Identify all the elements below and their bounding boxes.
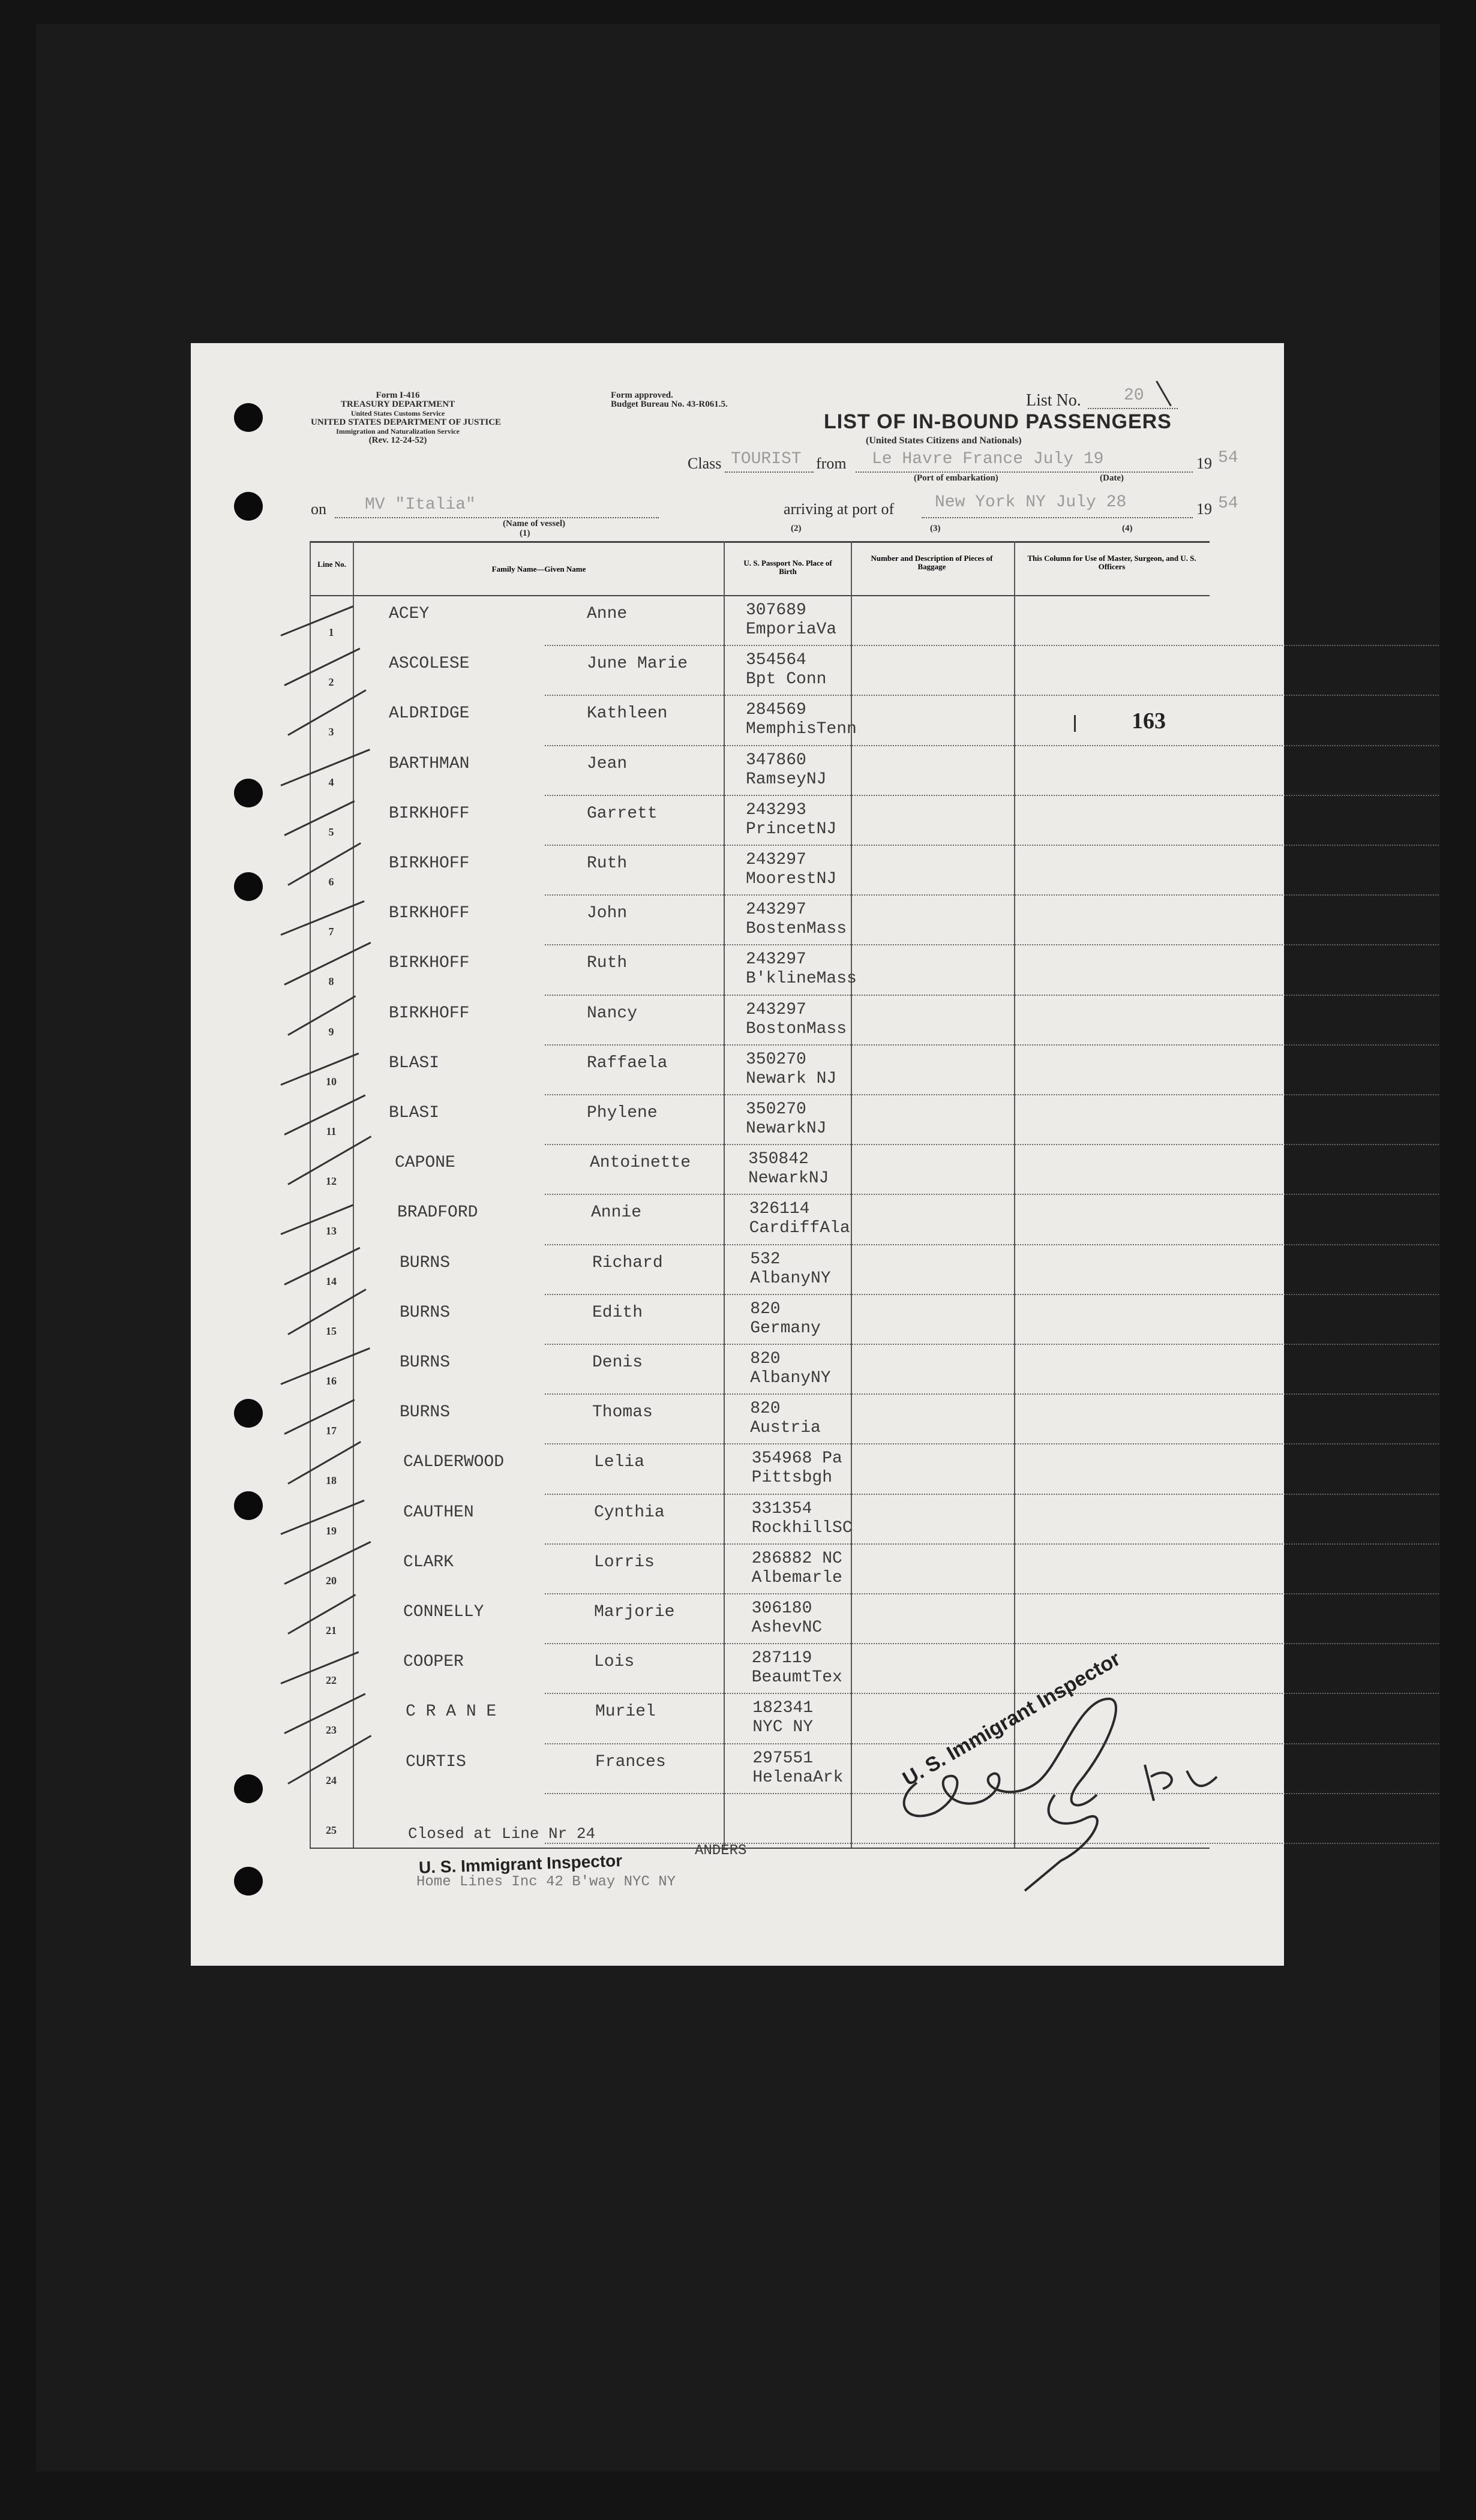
table-header-border: [310, 595, 1210, 596]
passport-number: 243293: [746, 800, 806, 819]
given-name: Ruth: [587, 954, 628, 973]
place-of-birth: NewarkNJ: [748, 1169, 829, 1188]
passport-number: 243297: [746, 851, 806, 869]
given-name: Jean: [587, 754, 628, 773]
list-title: LIST OF IN-BOUND PASSENGERS: [824, 410, 1172, 433]
family-name: ACEY: [389, 605, 430, 623]
embarkation-value: Le Havre France July 19: [872, 450, 1104, 468]
col-header-line: Line No.: [317, 560, 346, 569]
family-name: CLARK: [403, 1552, 454, 1572]
officer-tick-mark: [1074, 715, 1076, 732]
place-of-birth: AlbanyNY: [750, 1269, 831, 1288]
caption-4: (4): [1122, 524, 1133, 533]
arrival-line: [922, 517, 1193, 518]
caption-2: (2): [791, 524, 802, 533]
binder-hole: [234, 1774, 263, 1803]
row-separator: [545, 845, 1439, 846]
row-separator: [545, 1294, 1439, 1295]
given-name: Raffaela: [587, 1053, 668, 1073]
officer-annotation-163: 163: [1132, 708, 1166, 734]
port-embarkation-caption: (Port of embarkation): [914, 473, 998, 483]
family-name: CAPONE: [395, 1154, 455, 1173]
family-name: BURNS: [400, 1403, 451, 1422]
family-name: ASCOLESE: [389, 654, 470, 674]
family-name: BURNS: [400, 1253, 451, 1272]
line-number: 14: [326, 1275, 337, 1287]
place-of-birth: MemphisTenn: [746, 720, 857, 739]
given-name: Muriel: [595, 1702, 656, 1722]
passenger-list-page: [191, 343, 1284, 1966]
list-subtitle: (United States Citizens and Nationals): [866, 435, 1022, 446]
col-header-baggage: Number and Description of Pieces of Baggage: [871, 554, 993, 571]
line-number: 18: [326, 1474, 337, 1487]
row-separator: [545, 1643, 1439, 1644]
line-number: 11: [326, 1125, 337, 1137]
binder-hole: [234, 1399, 263, 1428]
line-number: 1: [328, 626, 334, 638]
passport-number: 820: [750, 1350, 781, 1368]
family-name: BURNS: [400, 1303, 451, 1322]
family-name: BIRKHOFF: [389, 1004, 470, 1023]
line-number: 4: [328, 776, 334, 788]
line-number: 16: [326, 1375, 337, 1387]
family-name: BIRKHOFF: [389, 954, 470, 973]
caption-1: (1): [520, 528, 530, 538]
row-separator: [545, 1344, 1439, 1345]
family-name: COOPER: [403, 1653, 464, 1672]
given-name: Frances: [595, 1752, 666, 1771]
passport-number: 286882 NC: [751, 1549, 842, 1568]
line-number: 15: [326, 1324, 337, 1337]
line-number: 20: [326, 1574, 337, 1587]
row-separator: [545, 1593, 1439, 1594]
form-approval: [611, 391, 728, 409]
line-number: 24: [326, 1774, 337, 1786]
row-separator: [545, 1144, 1439, 1145]
line-number: 5: [328, 825, 334, 838]
line-number: 17: [326, 1425, 337, 1437]
vessel-line: [335, 517, 659, 518]
form-identification: [311, 391, 502, 445]
place-of-birth: RockhillSC: [751, 1518, 853, 1537]
given-name: Lorris: [594, 1552, 655, 1572]
given-name: Annie: [591, 1203, 642, 1223]
family-name: BRADFORD: [397, 1203, 478, 1223]
family-name: BURNS: [400, 1353, 451, 1372]
row-separator: [545, 1393, 1439, 1395]
place-of-birth: HelenaArk: [752, 1768, 844, 1787]
row-separator: [545, 1543, 1439, 1545]
line-number: 23: [326, 1724, 337, 1737]
arrival-value: New York NY July 28: [935, 493, 1127, 512]
given-name: Denis: [592, 1353, 643, 1372]
table-left-border: [310, 541, 311, 1849]
given-name: Marjorie: [594, 1603, 675, 1621]
passport-number: 331354: [751, 1499, 812, 1518]
row-separator: [545, 944, 1439, 945]
row-separator: [545, 695, 1439, 696]
given-name: Lois: [594, 1653, 635, 1672]
passport-number: 347860: [746, 750, 806, 770]
row-separator: [545, 1443, 1439, 1444]
binder-hole: [234, 403, 263, 432]
given-name: Ruth: [587, 854, 628, 873]
given-name: John: [587, 904, 628, 923]
date-caption: (Date): [1100, 473, 1124, 483]
on-label: on: [311, 500, 326, 518]
place-of-birth: RamseyNJ: [746, 770, 827, 789]
line-number: 3: [328, 726, 334, 738]
from-label: from: [816, 455, 847, 472]
passport-number: 306180: [751, 1599, 812, 1618]
row-separator: [545, 1094, 1439, 1095]
family-name: BIRKHOFF: [389, 854, 470, 873]
family-name: CONNELLY: [403, 1603, 484, 1621]
closed-at-line: Closed at Line Nr 24: [408, 1825, 596, 1843]
pencil-mark: [1156, 380, 1172, 406]
given-name: Phylene: [587, 1104, 658, 1122]
passport-number: 354968 Pa: [751, 1449, 842, 1468]
steamship-agent: Home Lines Inc 42 B'way NYC NY: [416, 1874, 676, 1890]
arriving-label: arriving at port of: [784, 500, 895, 518]
line-number: 19: [326, 1524, 337, 1537]
given-name: Richard: [592, 1253, 663, 1272]
place-of-birth: BostonMass: [746, 1019, 847, 1038]
family-name: CURTIS: [406, 1752, 466, 1771]
line-number: 10: [326, 1075, 337, 1088]
family-name: BIRKHOFF: [389, 804, 470, 823]
row-separator: [545, 995, 1439, 996]
passport-number: 350270: [746, 1100, 806, 1119]
passport-number: 284569: [746, 701, 806, 720]
line-number: 2: [328, 676, 334, 689]
passport-number: 287119: [751, 1649, 812, 1668]
caption-3: (3): [930, 524, 941, 533]
line-number: 12: [326, 1175, 337, 1188]
place-of-birth: Bpt Conn: [746, 670, 827, 689]
given-name: Lelia: [594, 1453, 645, 1472]
list-no-line: [1088, 408, 1178, 409]
class-line: [725, 471, 814, 473]
row-separator: [545, 1494, 1439, 1495]
class-label: Class: [688, 455, 722, 472]
passport-number: 820: [750, 1399, 781, 1419]
year-prefix-1: 19: [1196, 455, 1212, 472]
given-name: Antoinette: [590, 1154, 691, 1173]
row-separator: [545, 745, 1439, 746]
passport-number: 350842: [748, 1150, 809, 1169]
col-header-officers: This Column for Use of Master, Surgeon, and U. S. Officers: [1027, 554, 1196, 571]
ins-service: Immigration and Naturalization Service: [336, 427, 460, 435]
family-name: BARTHMAN: [389, 754, 470, 773]
passport-number: 532: [750, 1250, 781, 1269]
line-number: 21: [326, 1624, 337, 1636]
family-name: BLASI: [389, 1053, 440, 1073]
place-of-birth: B'klineMass: [746, 969, 857, 989]
place-of-birth: BostenMass: [746, 920, 847, 939]
given-name: June Marie: [587, 654, 688, 674]
place-of-birth: Germany: [750, 1318, 821, 1338]
place-of-birth: Austria: [750, 1419, 821, 1438]
table-top-border: [310, 541, 1210, 543]
passport-number: 820: [750, 1299, 781, 1318]
agent-signature-suffix: ANDERS: [695, 1843, 747, 1859]
line-number: 25: [326, 1824, 337, 1836]
list-no-value: 20: [1124, 386, 1144, 405]
passport-number: 243297: [746, 1000, 806, 1019]
place-of-birth: NewarkNJ: [746, 1119, 827, 1138]
given-name: Garrett: [587, 804, 658, 823]
family-name: BIRKHOFF: [389, 904, 470, 923]
row-separator: [545, 1044, 1439, 1046]
given-name: Nancy: [587, 1004, 638, 1023]
year-suffix-1: 54: [1218, 449, 1238, 467]
line-number: 22: [326, 1674, 337, 1687]
year-suffix-2: 54: [1218, 494, 1238, 513]
line-number: 13: [326, 1225, 337, 1238]
place-of-birth: Pittsbgh: [751, 1468, 833, 1488]
given-name: Kathleen: [587, 704, 668, 723]
row-separator: [545, 1244, 1439, 1245]
place-of-birth: EmporiaVa: [746, 620, 837, 639]
place-of-birth: PrincetNJ: [746, 819, 837, 839]
row-separator: [545, 894, 1439, 896]
class-value: TOURIST: [731, 450, 802, 468]
place-of-birth: NYC NY: [752, 1718, 814, 1737]
family-name: ALDRIDGE: [389, 704, 470, 723]
place-of-birth: AlbanyNY: [750, 1369, 831, 1387]
place-of-birth: BeaumtTex: [751, 1668, 842, 1687]
line-number: 6: [328, 876, 334, 888]
passport-number: 350270: [746, 1050, 806, 1069]
customs-service: United States Customs Service: [350, 409, 445, 418]
row-separator: [545, 795, 1439, 796]
place-of-birth: Albemarle: [751, 1568, 842, 1587]
row-separator: [545, 1194, 1439, 1195]
inspector-signature: [881, 1663, 1301, 1915]
given-name: Edith: [592, 1303, 643, 1322]
row-separator: [545, 645, 1439, 646]
passport-number: 243297: [746, 950, 806, 969]
passport-number: 307689: [746, 601, 806, 620]
given-name: Anne: [587, 605, 628, 623]
binder-hole: [234, 1491, 263, 1520]
family-name: CALDERWOOD: [403, 1453, 505, 1472]
place-of-birth: AshevNC: [751, 1618, 823, 1637]
passport-number: 354564: [746, 651, 806, 670]
inspector-stamp-left: U. S. Immigrant Inspector: [418, 1851, 623, 1877]
family-name: BLASI: [389, 1104, 440, 1122]
place-of-birth: CardiffAla: [749, 1219, 850, 1238]
binder-hole: [234, 779, 263, 807]
department-treasury: TREASURY DEPARTMENT: [340, 400, 455, 409]
line-number: 8: [328, 975, 334, 988]
vessel-value: MV "Italia": [365, 495, 476, 514]
passport-number: 243297: [746, 900, 806, 920]
given-name: Thomas: [592, 1403, 653, 1422]
inspector-stamp-right: U. S. Immigrant Inspector: [899, 1647, 1124, 1791]
col-header-name: Family Name—Given Name: [491, 564, 586, 573]
revision-date: (Rev. 12-24-52): [368, 435, 427, 445]
place-of-birth: Newark NJ: [746, 1069, 837, 1088]
place-of-birth: MoorestNJ: [746, 870, 837, 888]
year-prefix-2: 19: [1196, 500, 1212, 518]
passport-number: 326114: [749, 1200, 810, 1219]
line-number: 9: [328, 1025, 334, 1038]
family-name: CAUTHEN: [403, 1503, 474, 1522]
form-approved: Form approved.: [611, 391, 673, 400]
binder-hole: [234, 872, 263, 901]
list-no-label: List No.: [1026, 391, 1081, 410]
department-justice: UNITED STATES DEPARTMENT OF JUSTICE: [311, 418, 502, 427]
embarkation-line: [856, 471, 1193, 473]
budget-bureau-no: Budget Bureau No. 43-R061.5.: [611, 400, 728, 409]
col-header-passport: U. S. Passport No. Place of Birth: [743, 558, 832, 576]
binder-hole: [234, 492, 263, 521]
given-name: Cynthia: [594, 1503, 665, 1522]
binder-hole: [234, 1867, 263, 1896]
passport-number: 182341: [752, 1699, 814, 1718]
form-number: Form I-416: [376, 391, 420, 400]
vessel-caption: (Name of vessel): [503, 519, 566, 528]
family-name: C R A N E: [406, 1702, 497, 1722]
passport-number: 297551: [752, 1749, 814, 1768]
line-number: 7: [328, 926, 334, 938]
